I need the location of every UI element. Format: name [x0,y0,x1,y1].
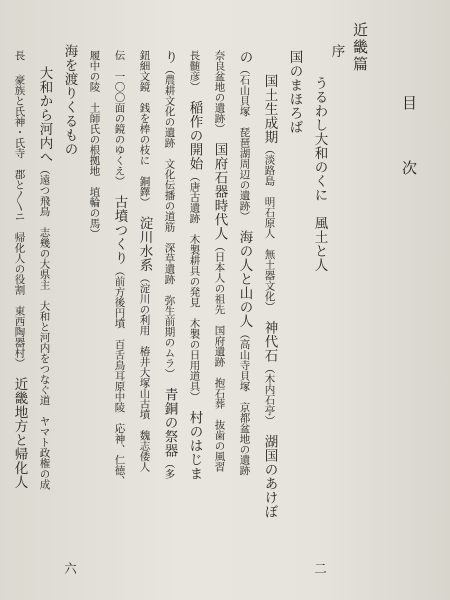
entry-yodogawa-note: （淀川の利用 椿井大塚山古墳 魏志倭人 [138,272,151,472]
entry-kokoku-note: （石山貝塚 琵琶湖周辺の遺跡） [238,64,251,217]
entry-seido-saiki-note: （多 [163,457,176,479]
toc-title-1: 目 [400,95,418,111]
entry-kokoku-cont: の [236,50,253,64]
chapter-title: 近畿篇 [351,22,369,73]
toc-line-2 [237,50,251,475]
toc-line-6 [137,50,151,472]
toc-line-1 [262,74,276,519]
entry-kou-sekki-note: （日本人の祖先 国府遺跡 抱石葬 抜歯の風習 [213,240,226,472]
section-3-page: 六 [62,562,78,575]
entry-kou-sekki: 国府石器時代人 [211,142,228,241]
toc-line-5 [162,50,176,479]
entry-gozoku-note: 豪族と氏神・氏寺 郡と〳〵ニ 帰化人の役割 東西陶器村） [13,74,26,364]
entry-inasaku: 稲作の開始 [186,100,203,171]
toc-line-9 [37,66,51,490]
entry-jindaiseki: 神代石 [261,320,278,363]
entry-kofun: 古墳つくり [111,195,128,266]
entry-umi-yama-note: （高山寺貝塚 京都盆地の遺跡 [238,328,251,476]
entry-yodogawa-note-cont: 伝 一〇〇面の鏡のゆくえ） [113,50,126,182]
entry-yamato-kawachi: 大和から河内へ [36,66,53,164]
entry-umi-yama: 海の人と山の人 [236,230,253,329]
toc-line-4 [187,50,201,481]
section-1-title: うるわし大和のくに 風土と人 [311,76,328,272]
entry-seido-saiki-note-cont: 鈕細文鏡 銭を棒の枝に 銅鐸） [138,50,151,203]
entry-kinki-kikajin: 近畿地方と帰化人 [11,377,28,490]
toc-line-10 [12,50,26,489]
toc-line-3 [212,50,226,472]
entry-kokudo-seiseiki: 国土生成期 [261,74,278,144]
entry-kofun-note-cont: 履中の陵 土師氏の根拠地 埴輪の馬） [88,50,101,239]
section-2-title: 国のまほろば [286,50,303,134]
entry-umi-yama-note-cont: 奈良盆地の遺跡） [213,50,226,129]
toc-line-7 [112,50,126,486]
entry-mura-note: （農耕文化の遺跡 文化伝播の道筋 深草遺跡 弥生前期のムラ） [163,64,176,374]
entry-seido-saiki: 青銅の祭器 [161,387,178,458]
toc-line-8 [87,50,101,239]
entry-kokudo-seiseiki-note: （淡路島 明石原人 無土器文化） [263,144,276,307]
section-3-title: 海を渡りくるもの [61,44,78,156]
section-1-page: 二 [312,562,328,575]
entry-yodogawa: 淀川水系 [136,216,153,273]
entry-kofun-note: （前方後円墳 百舌鳥耳原中陵 応神、仁徳、 [113,265,126,486]
entry-yamato-kawachi-note-cont: 長 [13,50,26,61]
entry-mura: 村のはじま [186,410,203,481]
entry-inasaku-note: （唐古遺跡 木製耕具の発見 木製の日用道具） [188,170,201,397]
entry-yamato-kawachi-note: （遠つ飛鳥 志幾の大県主 大和と河内をつなぐ道 ヤマト政権の成 [38,164,51,490]
toc-title-2: 次 [400,160,418,176]
entry-jindaiseki-note: （木内石亭） [263,362,276,421]
preface-label: 序 [328,44,345,58]
entry-mura-cont: り [161,50,178,64]
entry-kokoku: 湖国のあけぼ [261,434,278,519]
entry-kou-sekki-note-cont: 長髄彦） [188,50,201,87]
